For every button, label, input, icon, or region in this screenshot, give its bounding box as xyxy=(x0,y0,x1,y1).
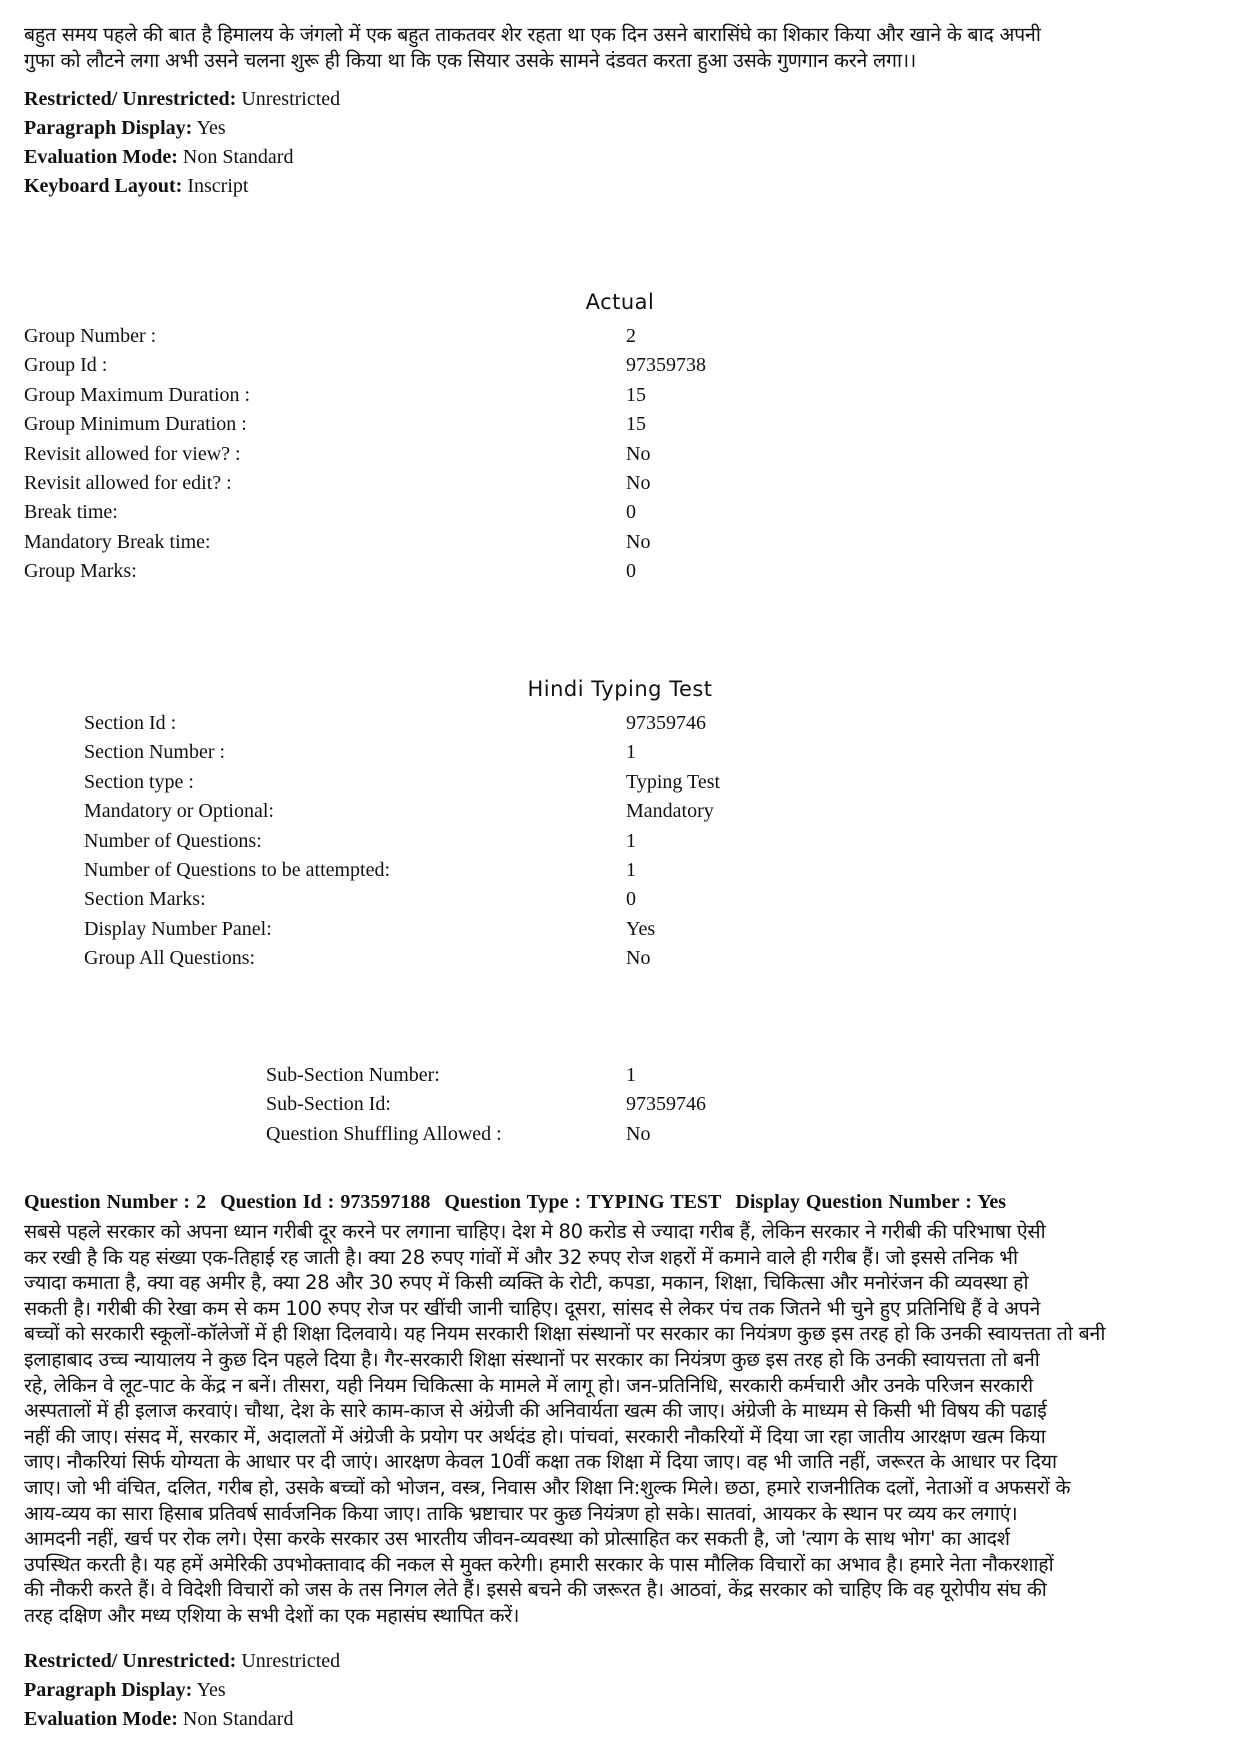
paragraph-line: उपस्थित करती है। यह हमें अमेरिकी उपभोक्तावाद की नकल से मुक्त करेगी। हमारी सरकार के पास मौलिक विचारों का अभाव है। हमारे नेता नौकरशाहों xyxy=(24,1552,1054,1576)
paragraph-line: जाए। नौकरियां सिर्फ योग्यता के आधार पर दी जाएं। आरक्षण केवल 10वीं कक्षा तक शिक्षा में दिया जाए। वह भी जाति नहीं, जरूरत के आधार पर दिया xyxy=(24,1450,1057,1474)
table-row: Sub-Section Number: 1 xyxy=(266,1064,636,1086)
table-row: Revisit allowed for edit? : No xyxy=(24,471,651,494)
paragraph-line: गुफा को लौटने लगा अभी उसने चलना शुरू ही किया था कि एक सियार उसके सामने दंडवत करता हुआ उसके गुणगान करने लगा।। xyxy=(24,48,917,72)
intro-paragraph xyxy=(24,22,1216,73)
subsection-details-table xyxy=(266,1064,1166,1152)
paragraph-line: इलाहाबाद उच्च न्यायालय ने कुछ दिन पहले दिया है। गैर-सरकारी शिक्षा संस्थानों पर सरकार का नियंत्रण कुछ इस तरह हो कि उनकी स्वायत्तता तो बनी xyxy=(24,1347,1040,1371)
meta-row-paragraph-display: Paragraph Display: Yes xyxy=(24,117,226,139)
table-row: Sub-Section Id: 97359746 xyxy=(266,1093,706,1116)
section-details-table xyxy=(84,712,1084,977)
table-row: Number of Questions to be attempted: 1 xyxy=(84,858,636,881)
table-row: Break time: 0 xyxy=(24,501,636,524)
paragraph-line: बहुत समय पहले की बात है हिमालय के जंगलो में एक बहुत ताकतवर शेर रहता था एक दिन उसने बारासिंघे का शिकार किया और खाने के बाद अपनी xyxy=(24,23,1041,46)
table-row: Section Id : 97359746 xyxy=(84,712,706,734)
meta-row-restricted: Restricted/ Unrestricted: Unrestricted xyxy=(24,1650,341,1672)
question-header xyxy=(24,1191,1014,1214)
paragraph-line: नहीं की जाए। संसद में, सरकार में, अदालतों में अंग्रेजी के प्रयोग पर अर्थदंड हो। पांचवां, सरकारी नौकरियों में दिया जा रहा जातीय आरक्षण खत्म किया xyxy=(24,1424,1046,1448)
paragraph-line: सबसे पहले सरकार को अपना ध्यान गरीबी दूर करने पर लगाना चाहिए। देश मे 80 करोड से ज्यादा गरीब हैं, लेकिन सरकार ने गरीबी की परिभाषा ऐसी xyxy=(24,1220,1046,1243)
table-row: Group Id : 97359738 xyxy=(24,354,706,377)
table-row: Number of Questions: 1 xyxy=(84,829,636,852)
paragraph-line: सकती है। गरीबी की रेखा कम से कम 100 रुपए रोज पर खींची जानी चाहिए। दूसरा, सांसद से लेकर पंच तक जितने भी चुने हुए प्रतिनिधि हैं वे अपने xyxy=(24,1296,1041,1320)
paragraph-line: बच्चों को सरकारी स्कूलों-कॉलेजों में ही शिक्षा दिलवाये। यह नियम सरकारी शिक्षा संस्थानों पर सरकार का नियंत्रण कुछ इस तरह हो कि उनकी स्वायत्तता तो बनी xyxy=(24,1322,1106,1346)
group-heading: Actual xyxy=(585,290,655,314)
question-paragraph xyxy=(24,1219,1216,1629)
table-row: Group Marks: 0 xyxy=(24,560,636,583)
question-id: Question Id : 973597188 xyxy=(220,1191,431,1213)
table-row: Group Minimum Duration : 15 xyxy=(24,413,646,436)
table-row: Display Number Panel: Yes xyxy=(84,917,656,940)
meta-row-evaluation-mode: Evaluation Mode: Non Standard xyxy=(24,146,294,168)
table-row: Question Shuffling Allowed : No xyxy=(266,1122,651,1145)
table-row: Mandatory or Optional: Mandatory xyxy=(84,800,714,823)
table-row: Section Marks: 0 xyxy=(84,888,636,911)
table-row: Section type : Typing Test xyxy=(84,770,721,793)
paragraph-line: अस्पतालों में ही इलाज करवाएं। चौथा, देश के सारे काम-काज से अंग्रेजी की अनिवार्यता खत्म की जाए। अंग्रेजी के माध्यम से किसी भी विषय की पढाई xyxy=(24,1399,1047,1423)
paragraph-line: आमदनी नहीं, खर्च पर रोक लगे। ऐसा करके सरकार उस भारतीय जीवन-व्यवस्था को प्रोत्साहित कर सकती है, जो 'त्याग के साथ भोग' का आदर्श xyxy=(24,1527,1010,1551)
meta-info-top xyxy=(24,85,724,201)
table-row: Mandatory Break time: No xyxy=(24,530,651,553)
paragraph-line: कर रखी है कि यह संख्या एक-तिहाई रह जाती है। क्या 28 रुपए गांवों में और 32 रुपए रोज शहरों में कमाने वाले ही गरीब हैं। जो इससे तनिक भी xyxy=(24,1245,1018,1269)
group-details-table xyxy=(24,325,1024,590)
table-row: Revisit allowed for view? : No xyxy=(24,442,651,465)
paragraph-line: तरह दक्षिण और मध्य एशिया के सभी देशों का एक महासंघ स्थापित करें। xyxy=(24,1603,520,1627)
paragraph-line: रहे, लेकिन वे लूट-पाट के केंद्र न बनें। तीसरा, यही नियम चिकित्सा के मामले में लागू हो। जन-प्रतिनिधि, सरकारी कर्मचारी और उनके परिजन सरकारी xyxy=(24,1373,1033,1397)
paragraph-line: आय-व्यय का सारा हिसाब प्रतिवर्ष सार्वजनिक किया जाए। ताकि भ्रष्टाचार पर कुछ नियंत्रण हो सके। सातवां, आयकर के स्थान पर व्यय कर लगाएं। xyxy=(24,1501,1018,1525)
table-row: Section Number : 1 xyxy=(84,741,636,764)
question-number: Question Number : 2 xyxy=(24,1191,207,1213)
table-row: Group All Questions: No xyxy=(84,947,651,970)
table-row: Group Number : 2 xyxy=(24,325,636,347)
question-type: Question Type : TYPING TEST xyxy=(444,1191,722,1213)
paragraph-line: ज्यादा कमाता है, क्या वह अमीर है, क्या 28 और 30 रुपए में किसी व्यक्ति के रोटी, कपडा, मकान, शिक्षा, चिकित्सा और मनोरंजन की व्यवस्था हो xyxy=(24,1271,1029,1295)
meta-row-restricted: Restricted/ Unrestricted: Unrestricted xyxy=(24,88,341,110)
meta-info-bottom xyxy=(24,1647,724,1734)
meta-row-evaluation-mode: Evaluation Mode: Non Standard xyxy=(24,1708,294,1730)
table-row: Group Maximum Duration : 15 xyxy=(24,383,646,406)
meta-row-keyboard-layout: Keyboard Layout: Inscript xyxy=(24,175,249,197)
paragraph-line: की नौकरी करते हैं। वे विदेशी विचारों को जस के तस निगल लेते हैं। इससे बचने की जरूरत है। आठवां, केंद्र सरकार को चाहिए कि वह यूरोपीय संघ की xyxy=(24,1578,1047,1602)
display-question-number: Display Question Number : Yes xyxy=(735,1191,1007,1213)
section-heading: Hindi Typing Test xyxy=(527,677,713,701)
meta-row-paragraph-display: Paragraph Display: Yes xyxy=(24,1679,226,1701)
paragraph-line: जाए। जो भी वंचित, दलित, गरीब हो, उसके बच्चों को भोजन, वस्त्र, निवास और शिक्षा नि:शुल्क मिले। छठा, हमारे राजनीतिक दलों, नेताओं व अफसरों के xyxy=(24,1475,1071,1499)
